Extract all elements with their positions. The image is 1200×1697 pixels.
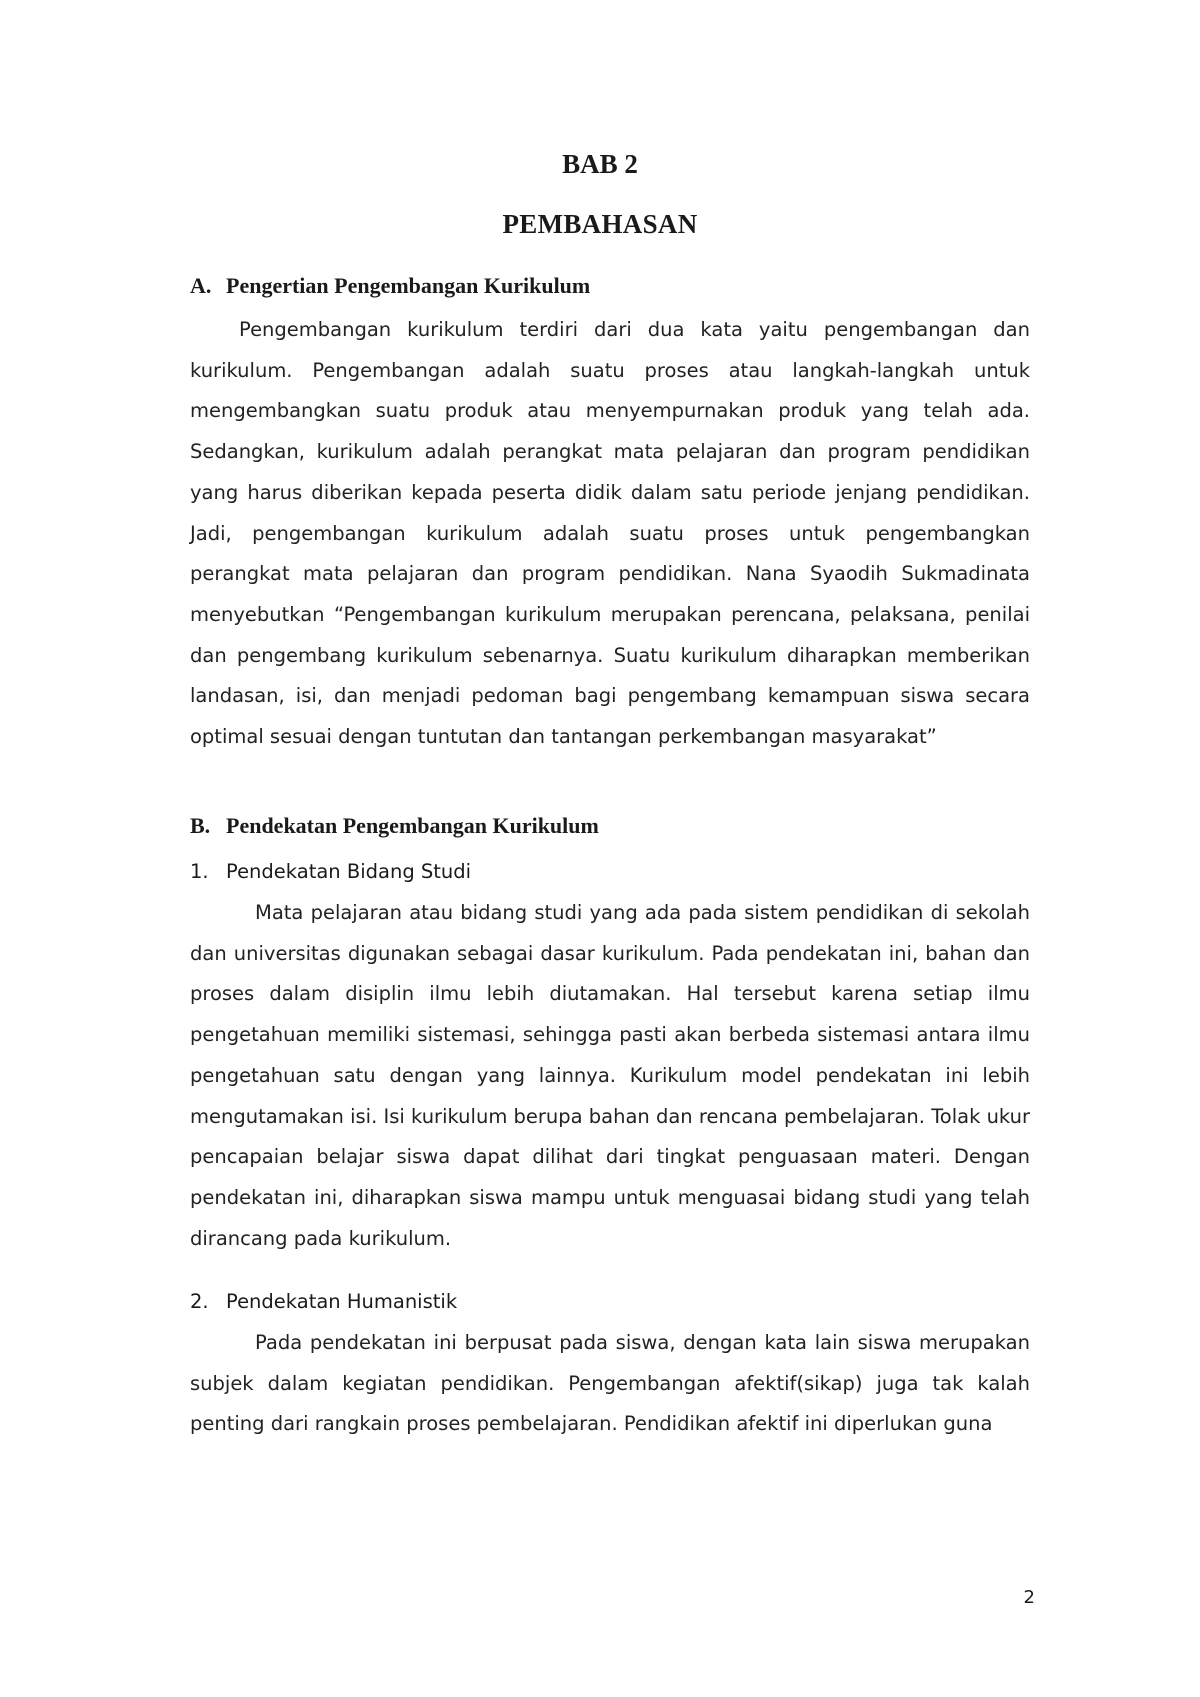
page-number: 2 <box>1023 1587 1035 1608</box>
section-a-title: Pengertian Pengembangan Kurikulum <box>226 273 591 298</box>
section-a-heading <box>190 272 1090 300</box>
section-b-title: Pendekatan Pengembangan Kurikulum <box>226 813 599 838</box>
section-a-paragraph: Pengembangan kurikulum terdiri dari dua kata yaitu pengembangan dan kurikulum. Pengembangan adalah suatu proses atau langkah-langkah untuk mengembangkan suatu produk atau menyempurnakan produk yang telah ada. Sedangkan, kurikulum adalah perangkat mata pelajaran dan program pendidikan yang harus diberikan kepada peserta didik dalam satu periode jenjang pendidikan. Jadi, pengembangan kurikulum adalah suatu proses untuk pengembangkan perangkat mata pelajaran dan program pendidikan. Nana Syaodih Sukmadinata menyebutkan “Pengembangan kurikulum merupakan perencana, pelaksana, penilai dan pengembang kurikulum sebenarnya. Suatu kurikulum diharapkan memberikan landasan, isi, dan menjadi pedoman bagi pengembang kemampuan siswa secara optimal sesuai dengan tuntutan dan tantangan perkembangan masyarakat” <box>190 318 1030 749</box>
subsection-1-heading <box>190 858 1090 886</box>
subsection-1-marker: 1. <box>190 860 209 883</box>
subsection-1-title: Pendekatan Bidang Studi <box>226 860 472 883</box>
section-a-marker: A. <box>190 273 212 298</box>
subsection-2-heading <box>190 1288 1090 1316</box>
chapter-number: BAB 2 <box>562 149 638 179</box>
subsection-2-title: Pendekatan Humanistik <box>226 1290 458 1313</box>
section-b-heading <box>190 812 1090 840</box>
subsection-1-paragraph: Mata pelajaran atau bidang studi yang ada pada sistem pendidikan di sekolah dan universitas digunakan sebagai dasar kurikulum. Pada pendekatan ini, bahan dan proses dalam disiplin ilmu lebih diutamakan. Hal tersebut karena setiap ilmu pengetahuan memiliki sistemasi, sehingga pasti akan berbeda sistemasi antara ilmu pengetahuan satu dengan yang lainnya. Kurikulum model pendekatan ini lebih mengutamakan isi. Isi kurikulum berupa bahan dan rencana pembelajaran. Tolak ukur pencapaian belajar siswa dapat dilihat dari tingkat penguasaan materi. Dengan pendekatan ini, diharapkan siswa mampu untuk menguasai bidang studi yang telah dirancang pada kurikulum. <box>190 901 1031 1250</box>
subsection-2-marker: 2. <box>190 1290 209 1313</box>
chapter-title: PEMBAHASAN <box>502 209 698 239</box>
subsection-2-paragraph: Pada pendekatan ini berpusat pada siswa, dengan kata lain siswa merupakan subjek dalam kegiatan pendidikan. Pengembangan afektif(sikap) juga tak kalah penting dari rangkain proses pembelajaran. Pendidikan afektif ini diperlukan guna <box>190 1331 1030 1436</box>
section-b-marker: B. <box>190 813 211 838</box>
